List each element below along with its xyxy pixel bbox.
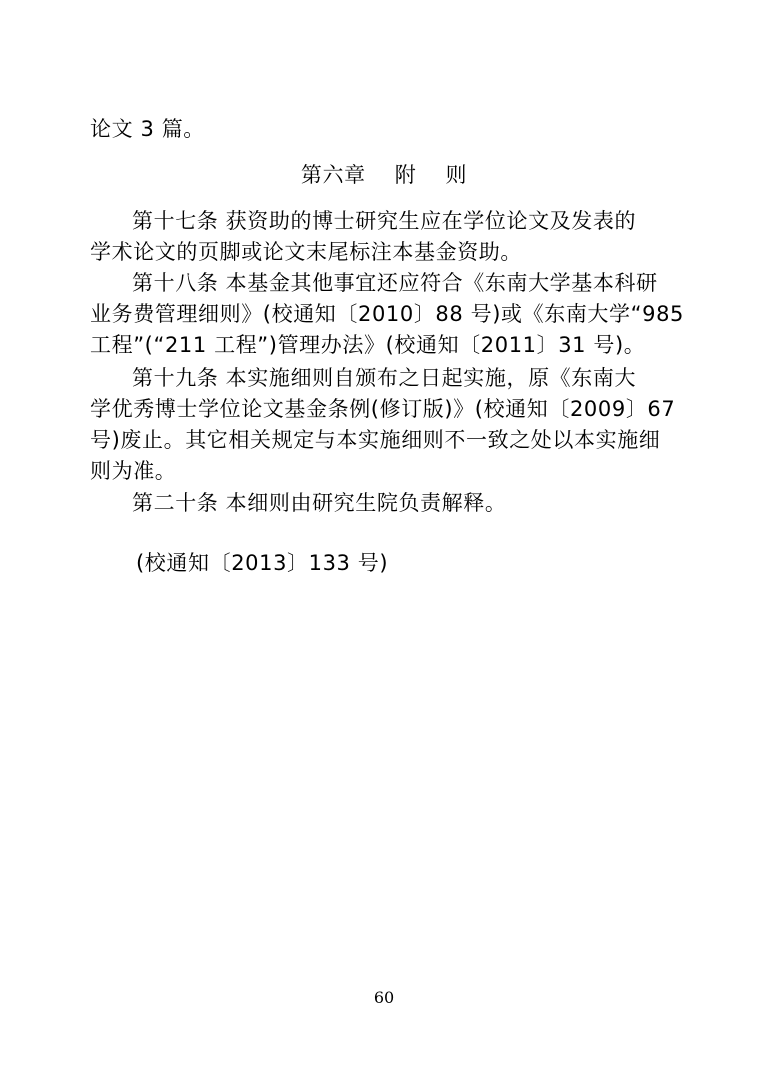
continuation-text: 论文 3 篇。 xyxy=(90,117,205,141)
article-19-line-2: 学优秀博士学位论文基金条例(修订版)》(校通知〔2009〕67 xyxy=(90,397,676,421)
article-18-line-2: 业务费管理细则》(校通知〔2010〕88 号)或《东南大学“985 xyxy=(90,302,684,326)
article-20-line-1: 第二十条 本细则由研究生院负责解释。 xyxy=(132,491,507,515)
article-19-line-4: 则为准。 xyxy=(90,459,177,483)
article-18-line-3: 工程”(“211 工程”)管理办法》(校通知〔2011〕31 号)。 xyxy=(90,333,646,357)
article-19-line-1: 第十九条 本实施细则自颁布之日起实施，原《东南大 xyxy=(132,366,637,390)
page-number: 60 xyxy=(373,988,395,1007)
article-18-line-1: 第十八条 本基金其他事宜还应符合《东南大学基本科研 xyxy=(132,271,658,295)
article-17-line-2: 学术论文的页脚或论文末尾标注本基金资助。 xyxy=(90,240,522,264)
article-19-line-3: 号)废止。其它相关规定与本实施细则不一致之处以本实施细 xyxy=(90,428,661,452)
chapter-heading: 第六章 附 则 xyxy=(300,163,468,187)
document-citation: (校通知〔2013〕133 号) xyxy=(136,551,389,575)
article-17-line-1: 第十七条 获资助的博士研究生应在学位论文及发表的 xyxy=(132,209,637,233)
